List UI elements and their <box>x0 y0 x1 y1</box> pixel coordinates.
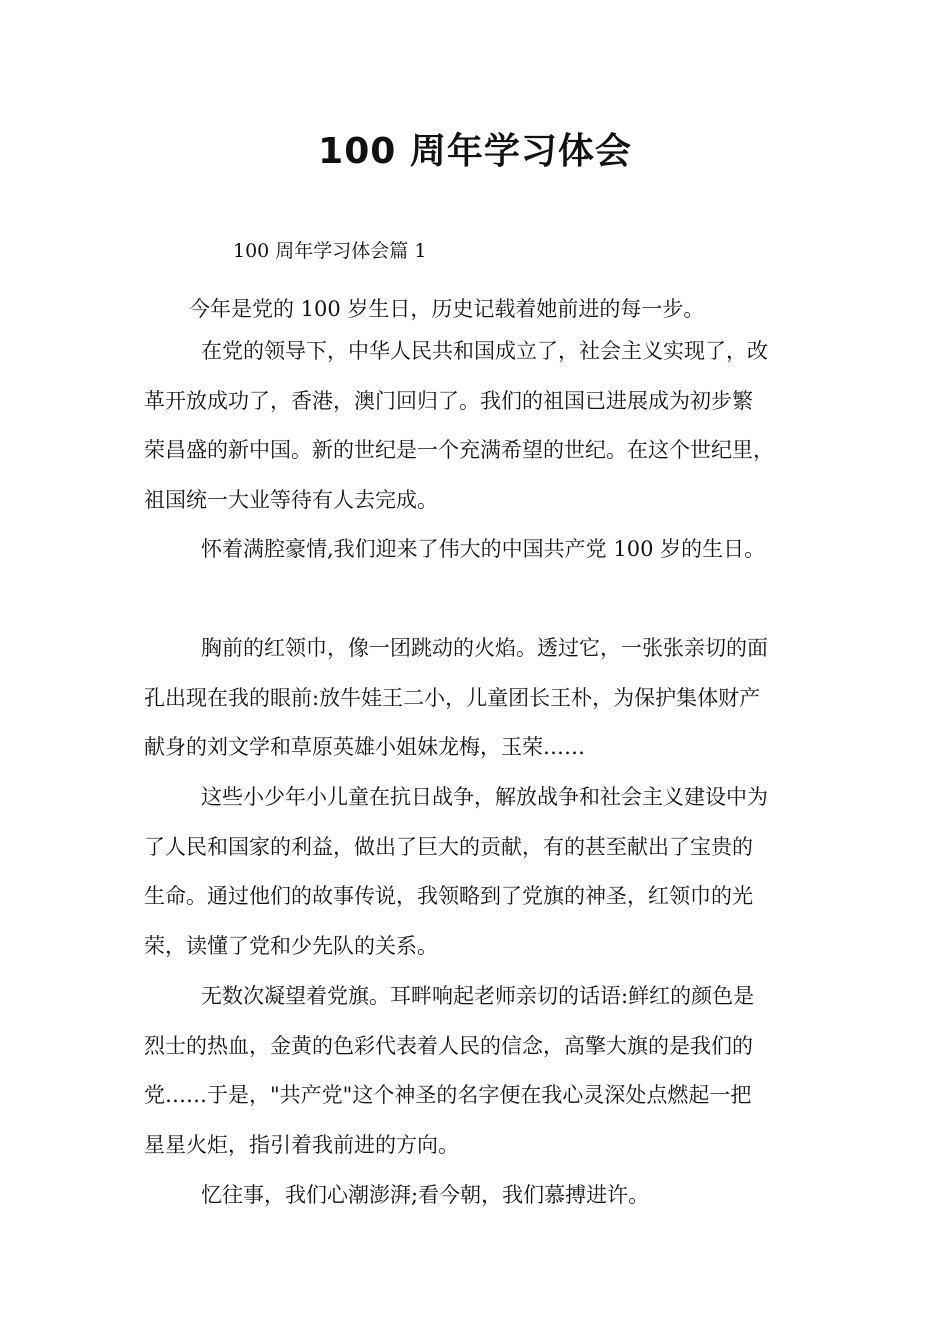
paragraph-5 <box>144 773 812 971</box>
paragraph-line: 荣，读懂了党和少先队的关系。 <box>144 933 438 958</box>
paragraph-line: 胸前的红领巾，像一团跳动的火焰。透过它，一张张亲切的面 <box>201 636 768 660</box>
section-heading: 100 周年学习体会篇 1 <box>233 240 427 262</box>
paragraph-line: 在党的领导下，中华人民共和国成立了，社会主义实现了，改 <box>201 339 768 363</box>
paragraph-line: 献身的刘文学和草原英雄小姐妹龙梅，玉荣…… <box>144 735 585 759</box>
paragraph-line: 怀着满腔豪情,我们迎来了伟大的中国共产党 100 岁的生日。 <box>201 537 766 561</box>
paragraph-line: 孔出现在我的眼前:放牛娃王二小，儿童团长王朴，为保护集体财产 <box>144 685 761 710</box>
paragraph-line: 生命。通过他们的故事传说，我领略到了党旗的神圣，红领巾的光 <box>144 884 753 908</box>
document-title: 100 周年学习体会 <box>318 131 632 172</box>
paragraph-line: 烈士的热血，金黄的色彩代表着人民的信念，高擎大旗的是我们的 <box>144 1033 753 1058</box>
paragraph-3 <box>144 525 812 575</box>
paragraph-7 <box>144 1171 812 1221</box>
paragraph-line: 荣昌盛的新中国。新的世纪是一个充满希望的世纪。在这个世纪里， <box>144 438 774 462</box>
paragraph-line: 今年是党的 100 岁生日，历史记载着她前进的每一步。 <box>189 297 705 321</box>
paragraph-line: 党……于是，"共产党"这个神圣的名字便在我心灵深处点燃起一把 <box>144 1083 752 1107</box>
paragraph-2 <box>144 327 812 525</box>
paragraph-line: 祖国统一大业等待有人去完成。 <box>144 487 438 512</box>
paragraph-6 <box>144 972 812 1170</box>
paragraph-line: 忆往事，我们心潮澎湃;看今朝，我们慕搏进许。 <box>201 1183 650 1207</box>
paragraph-line: 革开放成功了，香港，澳门回归了。我们的祖国已进展成为初步繁 <box>144 388 753 413</box>
paragraph-line: 无数次凝望着党旗。耳畔响起老师亲切的话语:鲜红的颜色是 <box>201 984 755 1008</box>
paragraph-line: 这些小少年小儿童在抗日战争，解放战争和社会主义建设中为 <box>201 785 768 809</box>
paragraph-line: 了人民和国家的利益，做出了巨大的贡献，有的甚至献出了宝贵的 <box>144 834 753 859</box>
paragraph-line: 星星火炬，指引着我前进的方向。 <box>144 1132 459 1157</box>
paragraph-4 <box>144 624 812 773</box>
